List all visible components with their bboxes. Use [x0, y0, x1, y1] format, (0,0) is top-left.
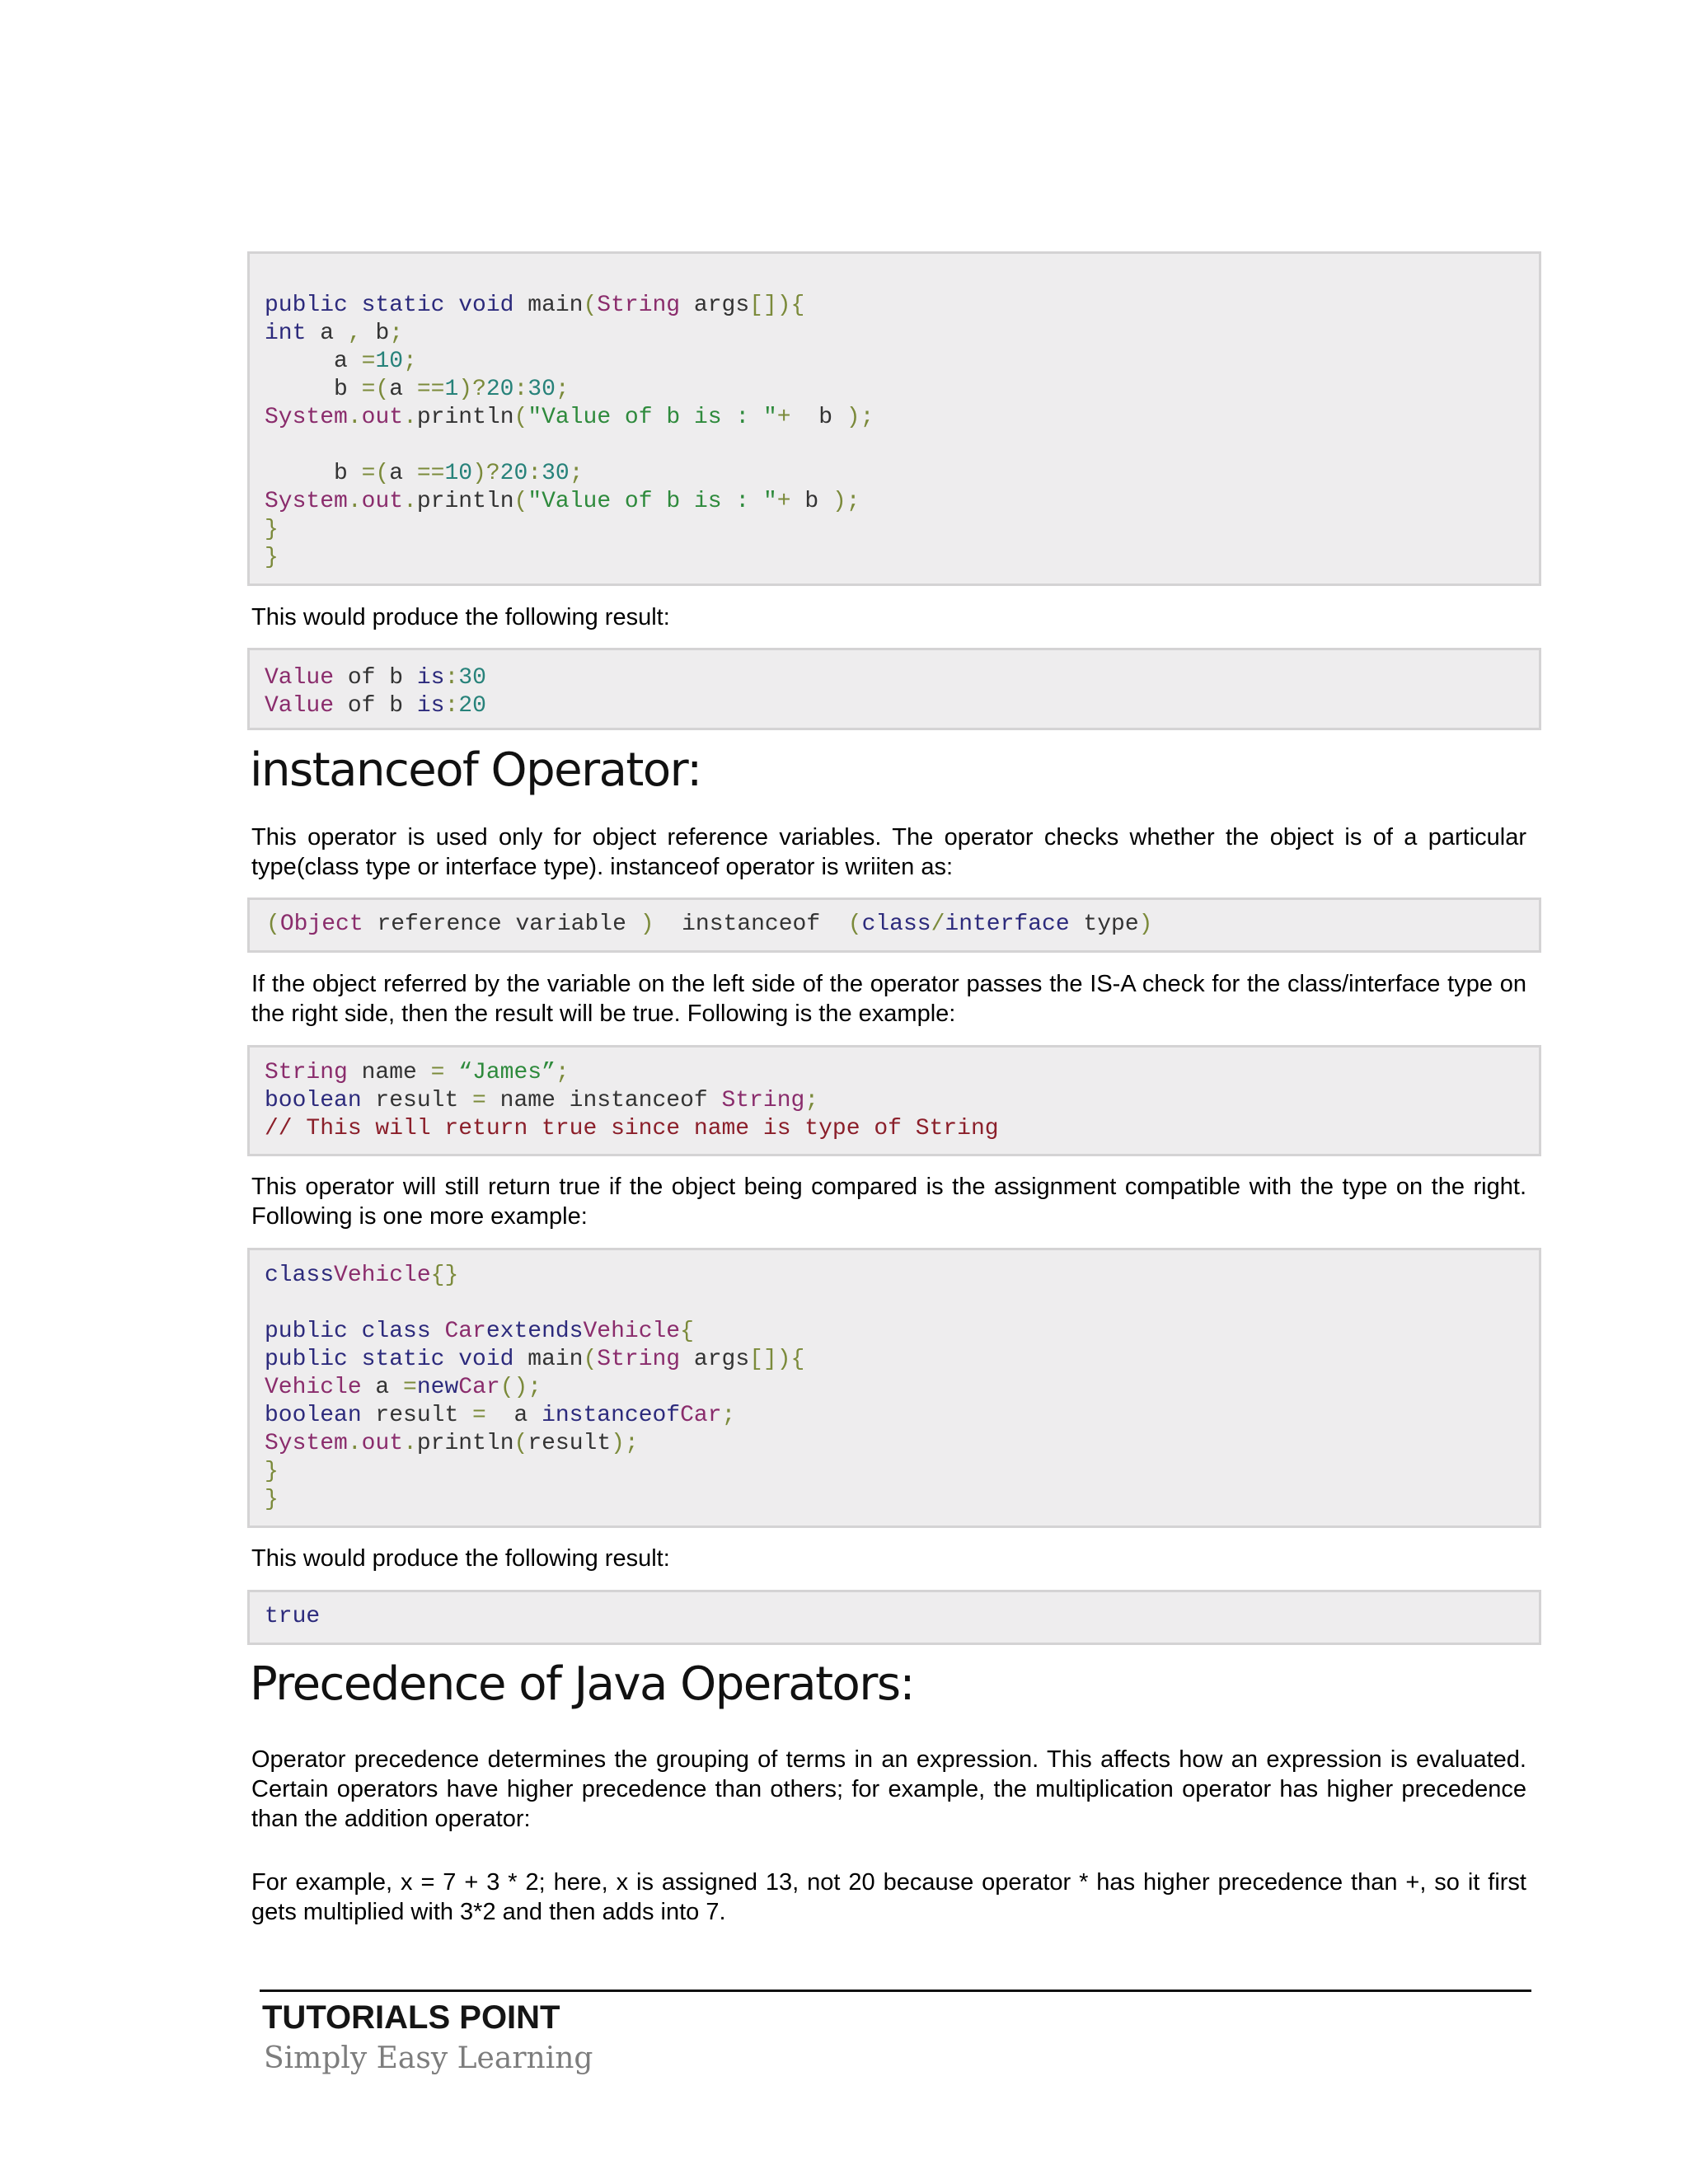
- code-token: public static void: [265, 293, 528, 318]
- precedence-heading: Precedence of Java Operators:: [250, 1657, 914, 1711]
- code-token: +: [776, 489, 805, 514]
- code-token: }: [265, 1459, 279, 1484]
- code-token: int: [265, 321, 321, 346]
- code-token: b: [265, 377, 362, 402]
- code-token: );: [846, 405, 874, 430]
- code-token: .: [347, 489, 362, 514]
- code-token: out: [361, 405, 404, 430]
- code-token: );: [832, 489, 860, 514]
- code-token: Object: [279, 912, 363, 937]
- code-token: ): [1138, 912, 1153, 937]
- code-token: out: [361, 489, 404, 514]
- code-token: println: [416, 405, 514, 430]
- code-token: println: [416, 489, 514, 514]
- code-token: =: [361, 349, 376, 374]
- code-line: [265, 320, 1539, 348]
- code-token: a: [389, 377, 417, 402]
- code-token: boolean: [265, 1403, 362, 1428]
- code-token: );: [611, 1431, 639, 1456]
- code-token: main: [528, 1347, 584, 1372]
- code-token: .: [347, 405, 362, 430]
- result-intro-paragraph: This would produce the following result:: [251, 604, 670, 630]
- code-token: Value: [265, 693, 335, 719]
- code-token: ==: [416, 461, 445, 486]
- code-token: "Value of b is : ": [528, 405, 777, 430]
- code-token: instanceof: [668, 912, 848, 937]
- code-token: =(: [361, 377, 390, 402]
- code-token: .: [347, 1431, 362, 1456]
- code-token: Car: [444, 1319, 486, 1344]
- code-token: String: [597, 293, 681, 318]
- code-token: a: [265, 349, 362, 374]
- code-token: {: [680, 1319, 694, 1344]
- code-token: b: [804, 489, 832, 514]
- code-token: 1: [444, 377, 459, 402]
- code-token: ==: [416, 377, 445, 402]
- code-line: [265, 544, 1539, 572]
- code-token: ,: [347, 321, 376, 346]
- code-token: is: [416, 665, 445, 691]
- code-token: )?: [472, 461, 500, 486]
- ternary-code-block: [247, 251, 1541, 586]
- code-token: a: [320, 321, 348, 346]
- code-token: interface: [945, 912, 1070, 937]
- code-line: [265, 376, 1539, 404]
- code-token: {}: [430, 1263, 459, 1288]
- code-line: [265, 1262, 1539, 1290]
- code-token: main: [528, 293, 584, 318]
- code-token: ;: [721, 1403, 736, 1428]
- result-intro-paragraph-2: This would produce the following result:: [251, 1545, 670, 1572]
- code-token: public class: [265, 1319, 445, 1344]
- code-token: result: [361, 1403, 473, 1428]
- footer-brand: TUTORIALS POINT: [262, 1999, 560, 2036]
- code-token: a: [361, 1375, 404, 1400]
- code-token: System: [265, 405, 348, 430]
- code-token: args: [680, 1347, 750, 1372]
- code-token: type: [1069, 912, 1139, 937]
- code-token: :: [513, 377, 528, 402]
- vehicle-output-block: [247, 1590, 1541, 1645]
- code-token: (: [583, 1347, 598, 1372]
- code-token: (: [583, 293, 598, 318]
- code-token: Vehicle: [334, 1263, 431, 1288]
- code-token: ();: [499, 1375, 542, 1400]
- code-token: is: [416, 693, 445, 719]
- code-token: (: [513, 405, 528, 430]
- code-token: .: [403, 489, 417, 514]
- code-token: name instanceof: [499, 1088, 722, 1113]
- code-token: }: [265, 1487, 279, 1512]
- instanceof-description: This operator is used only for object reference variables. The operator checks whether the object is of a particular type(class type or interface type). instanceof operator is wriiten as:: [251, 824, 1526, 880]
- code-token: new: [416, 1375, 459, 1400]
- code-token: (: [266, 912, 280, 937]
- code-line: [265, 1402, 1539, 1430]
- code-token: of b: [334, 693, 417, 719]
- code-token: String: [265, 1060, 348, 1085]
- code-token: Value: [265, 665, 335, 691]
- instanceof-compat-paragraph: This operator will still return true if the object being compared is the assignment compatible with the type on the right. Following is one more example:: [251, 1174, 1526, 1230]
- code-token: ): [640, 912, 668, 937]
- code-token: b: [375, 321, 390, 346]
- code-token: ;: [804, 1088, 819, 1113]
- code-token: System: [265, 1431, 348, 1456]
- code-token: =: [472, 1088, 500, 1113]
- code-token: ;: [403, 349, 417, 374]
- code-token: ;: [389, 321, 404, 346]
- code-token: a: [513, 1403, 542, 1428]
- code-token: a: [389, 461, 417, 486]
- code-line: [265, 1430, 1539, 1458]
- code-token: 20: [499, 461, 528, 486]
- code-line: [265, 1374, 1539, 1402]
- code-token: 30: [528, 377, 556, 402]
- code-token: ;: [555, 1060, 570, 1085]
- code-token: out: [361, 1431, 404, 1456]
- code-token: 30: [542, 461, 570, 486]
- code-line: [265, 1458, 1539, 1486]
- precedence-example: For example, x = 7 + 3 * 2; here, x is assigned 13, not 20 because operator * has higher precedence than +, so it first gets multiplied with 3*2 and then adds into 7.: [251, 1869, 1526, 1925]
- code-token: :: [444, 693, 459, 719]
- code-line: [265, 664, 1539, 692]
- vehicle-example-block: [247, 1248, 1541, 1528]
- code-token: Vehicle: [583, 1319, 681, 1344]
- code-token: =: [430, 1060, 459, 1085]
- code-line: [265, 1486, 1539, 1514]
- instanceof-syntax-block: [247, 898, 1541, 953]
- code-line: [265, 1346, 1539, 1374]
- code-token: args: [680, 293, 750, 318]
- code-line: [265, 1087, 1539, 1115]
- code-token: String: [721, 1088, 805, 1113]
- code-token: name: [347, 1060, 431, 1085]
- code-token: []){: [749, 293, 805, 318]
- code-token: class: [861, 912, 931, 937]
- code-token: System: [265, 489, 348, 514]
- code-token: “James”: [458, 1060, 556, 1085]
- code-token: Car: [680, 1403, 722, 1428]
- code-token: of b: [334, 665, 417, 691]
- code-token: Car: [458, 1375, 500, 1400]
- code-token: extends: [485, 1319, 584, 1344]
- code-line: [265, 1603, 1539, 1631]
- code-token: 20: [458, 693, 486, 719]
- code-token: (: [513, 1431, 528, 1456]
- code-token: +: [776, 405, 819, 430]
- code-line: [265, 1115, 1539, 1143]
- code-token: 20: [485, 377, 514, 402]
- instanceof-check-paragraph: If the object referred by the variable on the left side of the operator passes the IS-A check for the class/interface type on the right side, then the result will be true. Following is the example:: [251, 971, 1526, 1027]
- code-line: [265, 692, 1539, 720]
- code-token: .: [403, 405, 417, 430]
- code-token: boolean: [265, 1088, 362, 1113]
- ternary-output-block: [247, 648, 1541, 730]
- code-token: /: [931, 912, 945, 937]
- code-line: [265, 292, 1539, 320]
- instanceof-example-block: [247, 1045, 1541, 1156]
- code-token: public static void: [265, 1347, 528, 1372]
- code-token: []){: [749, 1347, 805, 1372]
- code-token: true: [265, 1604, 321, 1629]
- code-token: .: [403, 1431, 417, 1456]
- code-token: // This will return true since name is type of String: [265, 1116, 999, 1141]
- code-token: (: [513, 489, 528, 514]
- code-token: }: [265, 517, 279, 542]
- code-token: }: [265, 545, 279, 570]
- code-token: println: [416, 1431, 514, 1456]
- footer-tagline: Simply Easy Learning: [264, 2041, 593, 2075]
- code-line: [265, 1290, 1539, 1318]
- code-token: =(: [361, 461, 390, 486]
- code-token: "Value of b is : ": [528, 489, 777, 514]
- code-token: 30: [458, 665, 486, 691]
- instanceof-heading: instanceof Operator:: [250, 743, 701, 797]
- code-token: result: [361, 1088, 473, 1113]
- code-line: [265, 348, 1539, 376]
- precedence-description: Operator precedence determines the grouping of terms in an expression. This affects how an expression is evaluated. Certain operators have higher precedence than others; for example, the multiplication operator has higher precedence than the addition operator:: [251, 1746, 1526, 1832]
- code-token: Vehicle: [265, 1375, 362, 1400]
- code-token: result: [528, 1431, 612, 1456]
- code-token: String: [597, 1347, 681, 1372]
- code-token: )?: [458, 377, 486, 402]
- code-line: [265, 488, 1539, 516]
- code-line: [265, 1318, 1539, 1346]
- code-token: ;: [555, 377, 570, 402]
- code-token: :: [528, 461, 542, 486]
- footer-divider: [260, 1990, 1531, 1992]
- code-line: [265, 516, 1539, 544]
- code-token: 10: [375, 349, 404, 374]
- code-token: =: [472, 1403, 514, 1428]
- code-token: =: [403, 1375, 417, 1400]
- code-line: [265, 1059, 1539, 1087]
- code-line: [265, 404, 1539, 432]
- code-token: (: [847, 912, 862, 937]
- code-token: reference variable: [363, 912, 640, 937]
- code-token: ;: [569, 461, 584, 486]
- code-token: :: [444, 665, 459, 691]
- code-line: [265, 460, 1539, 488]
- code-token: class: [265, 1263, 335, 1288]
- code-token: instanceof: [542, 1403, 681, 1428]
- code-token: b: [818, 405, 846, 430]
- code-token: 10: [444, 461, 473, 486]
- code-line: [266, 911, 1539, 939]
- code-token: b: [265, 461, 362, 486]
- code-line: [265, 432, 1539, 460]
